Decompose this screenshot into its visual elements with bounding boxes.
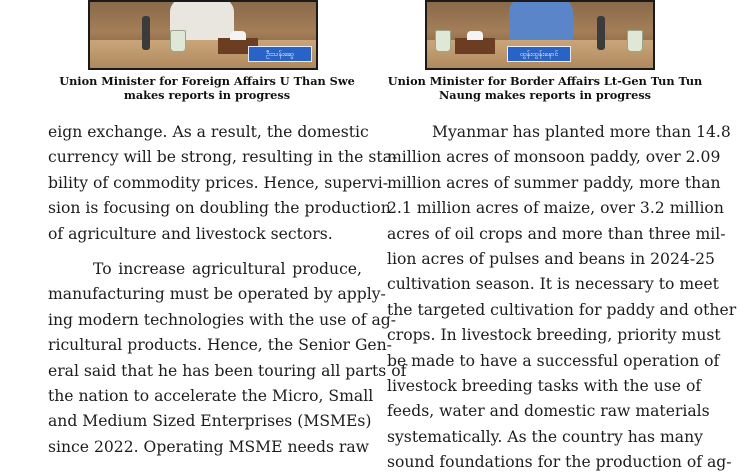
text-line: sion is focusing on doubling the production: [48, 199, 391, 218]
text-line: currency will be strong, resulting in the sta-: [48, 148, 398, 167]
text-line: Myanmar has planted more than 14.8: [432, 123, 731, 141]
text-line: cultivation season. It is necessary to meet: [387, 275, 719, 294]
text-line: systematically. As the country has many: [387, 427, 703, 446]
text-line: lion acres of pulses and beans in 2024-25: [387, 250, 715, 269]
text-line: manufacturing must be operated by apply-: [48, 285, 386, 304]
text-line: sound foundations for the production of ag-: [387, 453, 732, 472]
text-line: million acres of summer paddy, more than: [387, 173, 721, 192]
text-line: the nation to accelerate the Micro, Small: [48, 387, 374, 406]
microphone: [142, 16, 150, 50]
text-line: feeds, water and domestic raw materials: [387, 402, 710, 421]
nameplate: ဦးသန်းဆွေ: [248, 46, 312, 62]
cup: [170, 30, 186, 52]
text-line: eign exchange. As a result, the domestic: [48, 123, 369, 141]
text-line: ricultural products. Hence, the Senior Gen-: [48, 336, 392, 355]
text-line: of agriculture and livestock sectors.: [48, 224, 333, 243]
photo-caption-right: Union Minister for Border Affairs Lt-Gen Tun Tun Naung makes reports in progress: [387, 74, 703, 102]
cup: [627, 30, 643, 52]
text-line: million acres of monsoon paddy, over 2.09: [387, 148, 721, 167]
text-line: since 2022. Operating MSME needs raw: [48, 437, 370, 456]
nameplate: ထွန်းထွန်းနောင်: [507, 46, 571, 62]
photo-border-minister: [425, 0, 655, 70]
article-column-left: [48, 120, 407, 460]
text-line: 2.1 million acres of maize, over 3.2 million: [387, 199, 724, 218]
tissue-box: [455, 38, 495, 54]
text-line: eral said that he has been touring all parts of: [48, 361, 407, 380]
text-line: ing modern technologies with the use of ag-: [48, 310, 397, 329]
text-line: the targeted cultivation for paddy and other: [387, 300, 737, 319]
text-line: acres of oil crops and more than three mil-: [387, 224, 726, 243]
text-line: and Medium Sized Enterprises (MSMEs): [48, 412, 372, 431]
text-line: livestock breeding tasks with the use of: [387, 377, 702, 396]
photo-caption-left: Union Minister for Foreign Affairs U Than Swe makes reports in progress: [59, 74, 355, 102]
text-line: bility of commodity prices. Hence, supervi-: [48, 173, 389, 192]
paragraph: [387, 120, 737, 476]
paragraph: [48, 257, 407, 460]
microphone: [597, 16, 605, 50]
paragraph: [48, 120, 398, 247]
article-column-right: [387, 120, 737, 476]
text-line: crops. In livestock breeding, priority must: [387, 326, 721, 345]
text-line: be made to have a successful operation of: [387, 351, 720, 370]
cup: [435, 30, 451, 52]
photo-foreign-minister: [88, 0, 318, 70]
text-line: To increase agricultural produce,: [93, 260, 362, 279]
